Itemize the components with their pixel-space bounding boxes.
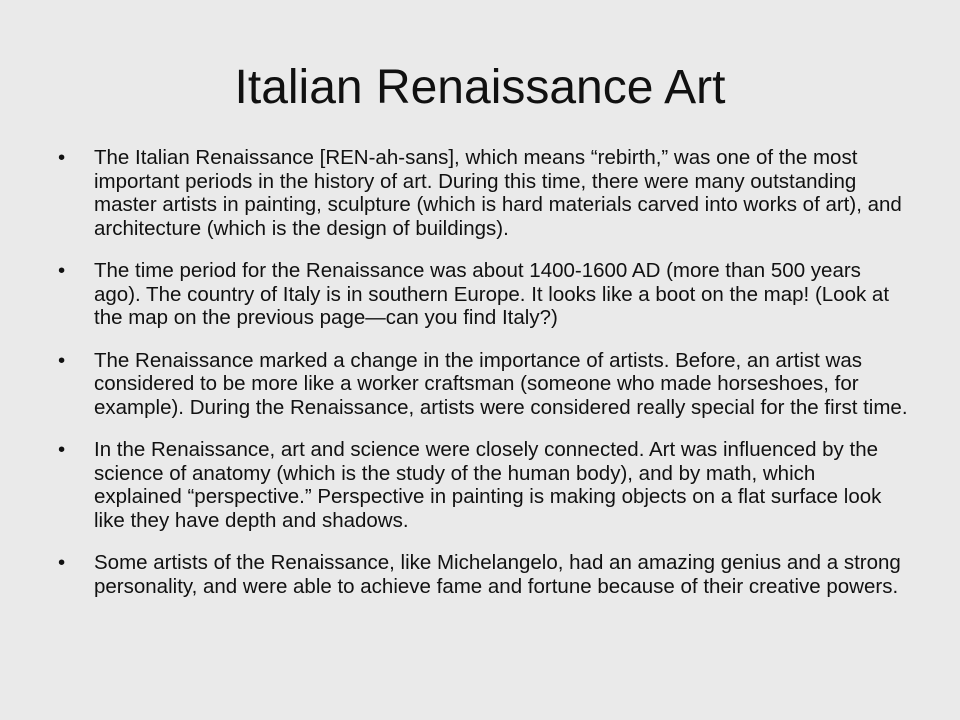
bullet-text: The Renaissance marked a change in the importance of artists. Before, an artist was considered to be more like a worker craftsman (someone who made horseshoes, for example). During the Renaissance, artists were considered really special for the first time. bbox=[94, 348, 908, 419]
bullet-point-icon: • bbox=[58, 438, 66, 461]
bullet-item bbox=[58, 259, 908, 330]
bullet-point-icon: • bbox=[58, 259, 66, 282]
bullet-point-icon: • bbox=[58, 146, 66, 169]
bullet-item bbox=[58, 146, 908, 240]
bullet-point-icon: • bbox=[58, 551, 66, 574]
bullet-item bbox=[58, 349, 908, 420]
bullet-item bbox=[58, 438, 908, 532]
bullet-point-icon: • bbox=[58, 348, 66, 372]
bullet-item bbox=[58, 551, 908, 598]
bullet-text: In the Renaissance, art and science were closely connected. Art was influenced by the science of anatomy (which is the study of the human body), and by math, which explained “perspective.” Perspective in painting is making objects on a flat surface look like they have depth and shadows. bbox=[94, 438, 882, 532]
bullet-text: Some artists of the Renaissance, like Michelangelo, had an amazing genius and a strong personality, and were able to achieve fame and fortune because of their creative powers. bbox=[94, 551, 901, 598]
bullet-list bbox=[58, 146, 908, 617]
bullet-text: The time period for the Renaissance was about 1400-1600 AD (more than 500 years ago). The country of Italy is in southern Europe. It looks like a boot on the map! (Look at the map on the previous page—can you find Italy?) bbox=[94, 259, 890, 329]
bullet-text: The Italian Renaissance [REN-ah-sans], which means “rebirth,” was one of the most important periods in the history of art. During this time, there were many outstanding master artists in painting, sculpture (which is hard materials carved into works of art), and architecture (which is the design of buildings). bbox=[94, 146, 902, 240]
slide-title: Italian Renaissance Art bbox=[234, 61, 726, 114]
